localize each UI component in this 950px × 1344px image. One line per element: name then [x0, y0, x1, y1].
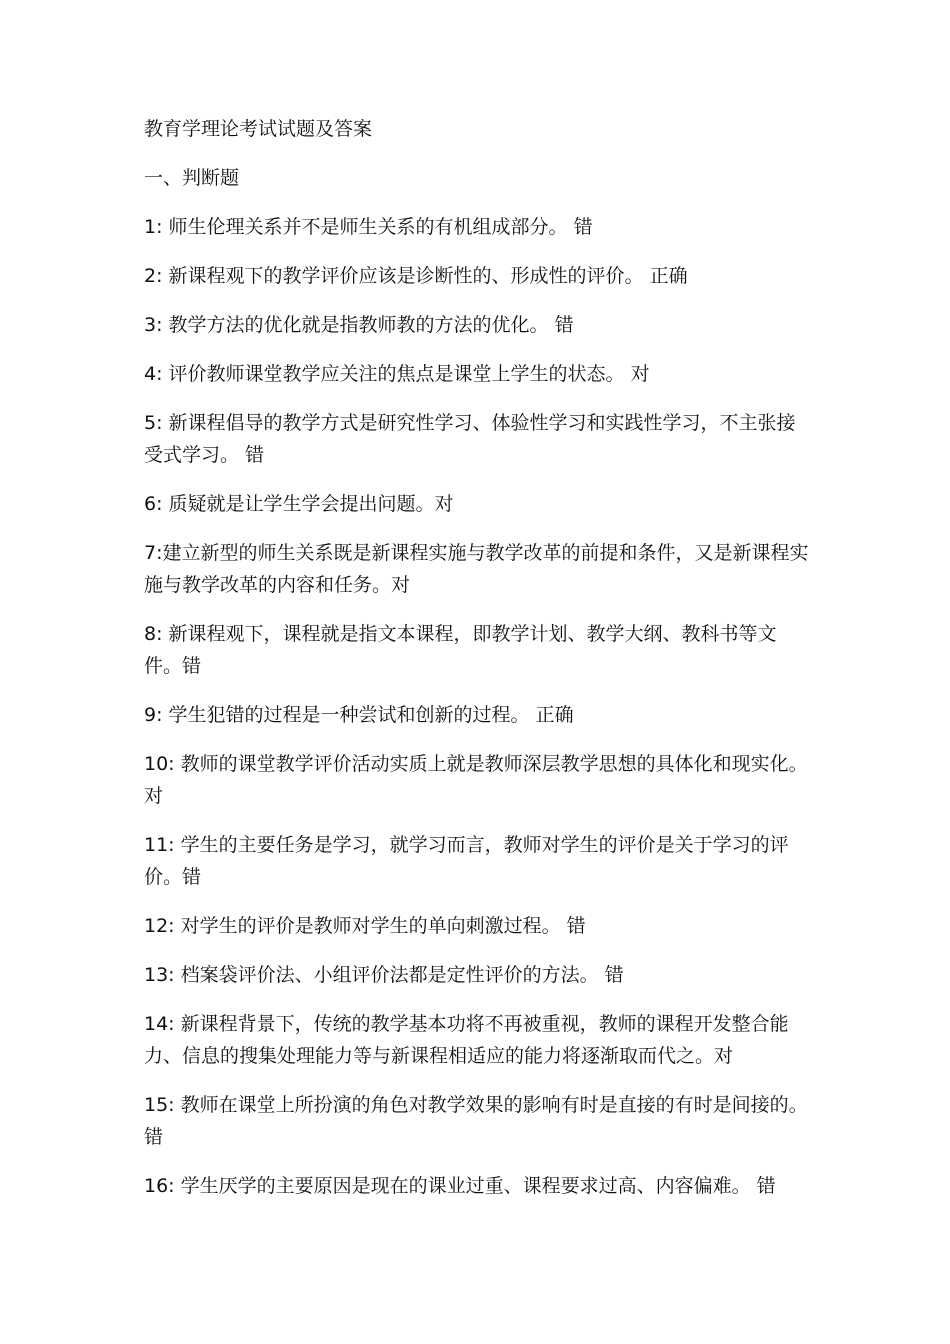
- question-item-2: 2: 新课程观下的教学评价应该是诊断性的、形成性的评价。 正确: [144, 265, 688, 287]
- question-item-8: 8: 新课程观下，课程就是指文本课程，即教学计划、教学大纲、教科书等文件。错: [144, 623, 777, 677]
- question-item-6: 6: 质疑就是让学生学会提出问题。对: [144, 493, 454, 515]
- section-heading: 一、判断题: [144, 167, 240, 189]
- question-item-3: 3: 教学方法的优化就是指教师教的方法的优化。 错: [144, 314, 574, 336]
- question-item-5: 5: 新课程倡导的教学方式是研究性学习、体验性学习和实践性学习，不主张接受式学习。 错: [144, 412, 796, 466]
- question-item-13: 13: 档案袋评价法、小组评价法都是定性评价的方法。 错: [144, 964, 624, 986]
- question-item-4: 4: 评价教师课堂教学应关注的焦点是课堂上学生的状态。 对: [144, 363, 650, 385]
- question-item-7: 7:建立新型的师生关系既是新课程实施与教学改革的前提和条件，又是新课程实施与教学改革的内容和任务。对: [144, 542, 809, 596]
- question-item-9: 9: 学生犯错的过程是一种尝试和创新的过程。 正确: [144, 704, 574, 726]
- document-title: 教育学理论考试试题及答案: [144, 118, 373, 140]
- question-item-1: 1: 师生伦理关系并不是师生关系的有机组成部分。 错: [144, 216, 593, 238]
- question-item-11: 11: 学生的主要任务是学习，就学习而言，教师对学生的评价是关于学习的评价。错: [144, 834, 789, 888]
- question-item-14: 14: 新课程背景下，传统的教学基本功将不再被重视，教师的课程开发整合能力、信息的搜集处理能力等与新课程相适应的能力将逐渐取而代之。对: [144, 1013, 789, 1067]
- question-item-10: 10: 教师的课堂教学评价活动实质上就是教师深层教学思想的具体化和现实化。对: [144, 753, 808, 807]
- question-item-16: 16: 学生厌学的主要原因是现在的课业过重、课程要求过高、内容偏难。 错: [144, 1175, 776, 1197]
- question-item-15: 15: 教师在课堂上所扮演的角色对教学效果的影响有时是直接的有时是间接的。 错: [144, 1094, 808, 1148]
- document-body: [144, 113, 810, 1219]
- question-item-12: 12: 对学生的评价是教师对学生的单向刺激过程。 错: [144, 915, 586, 937]
